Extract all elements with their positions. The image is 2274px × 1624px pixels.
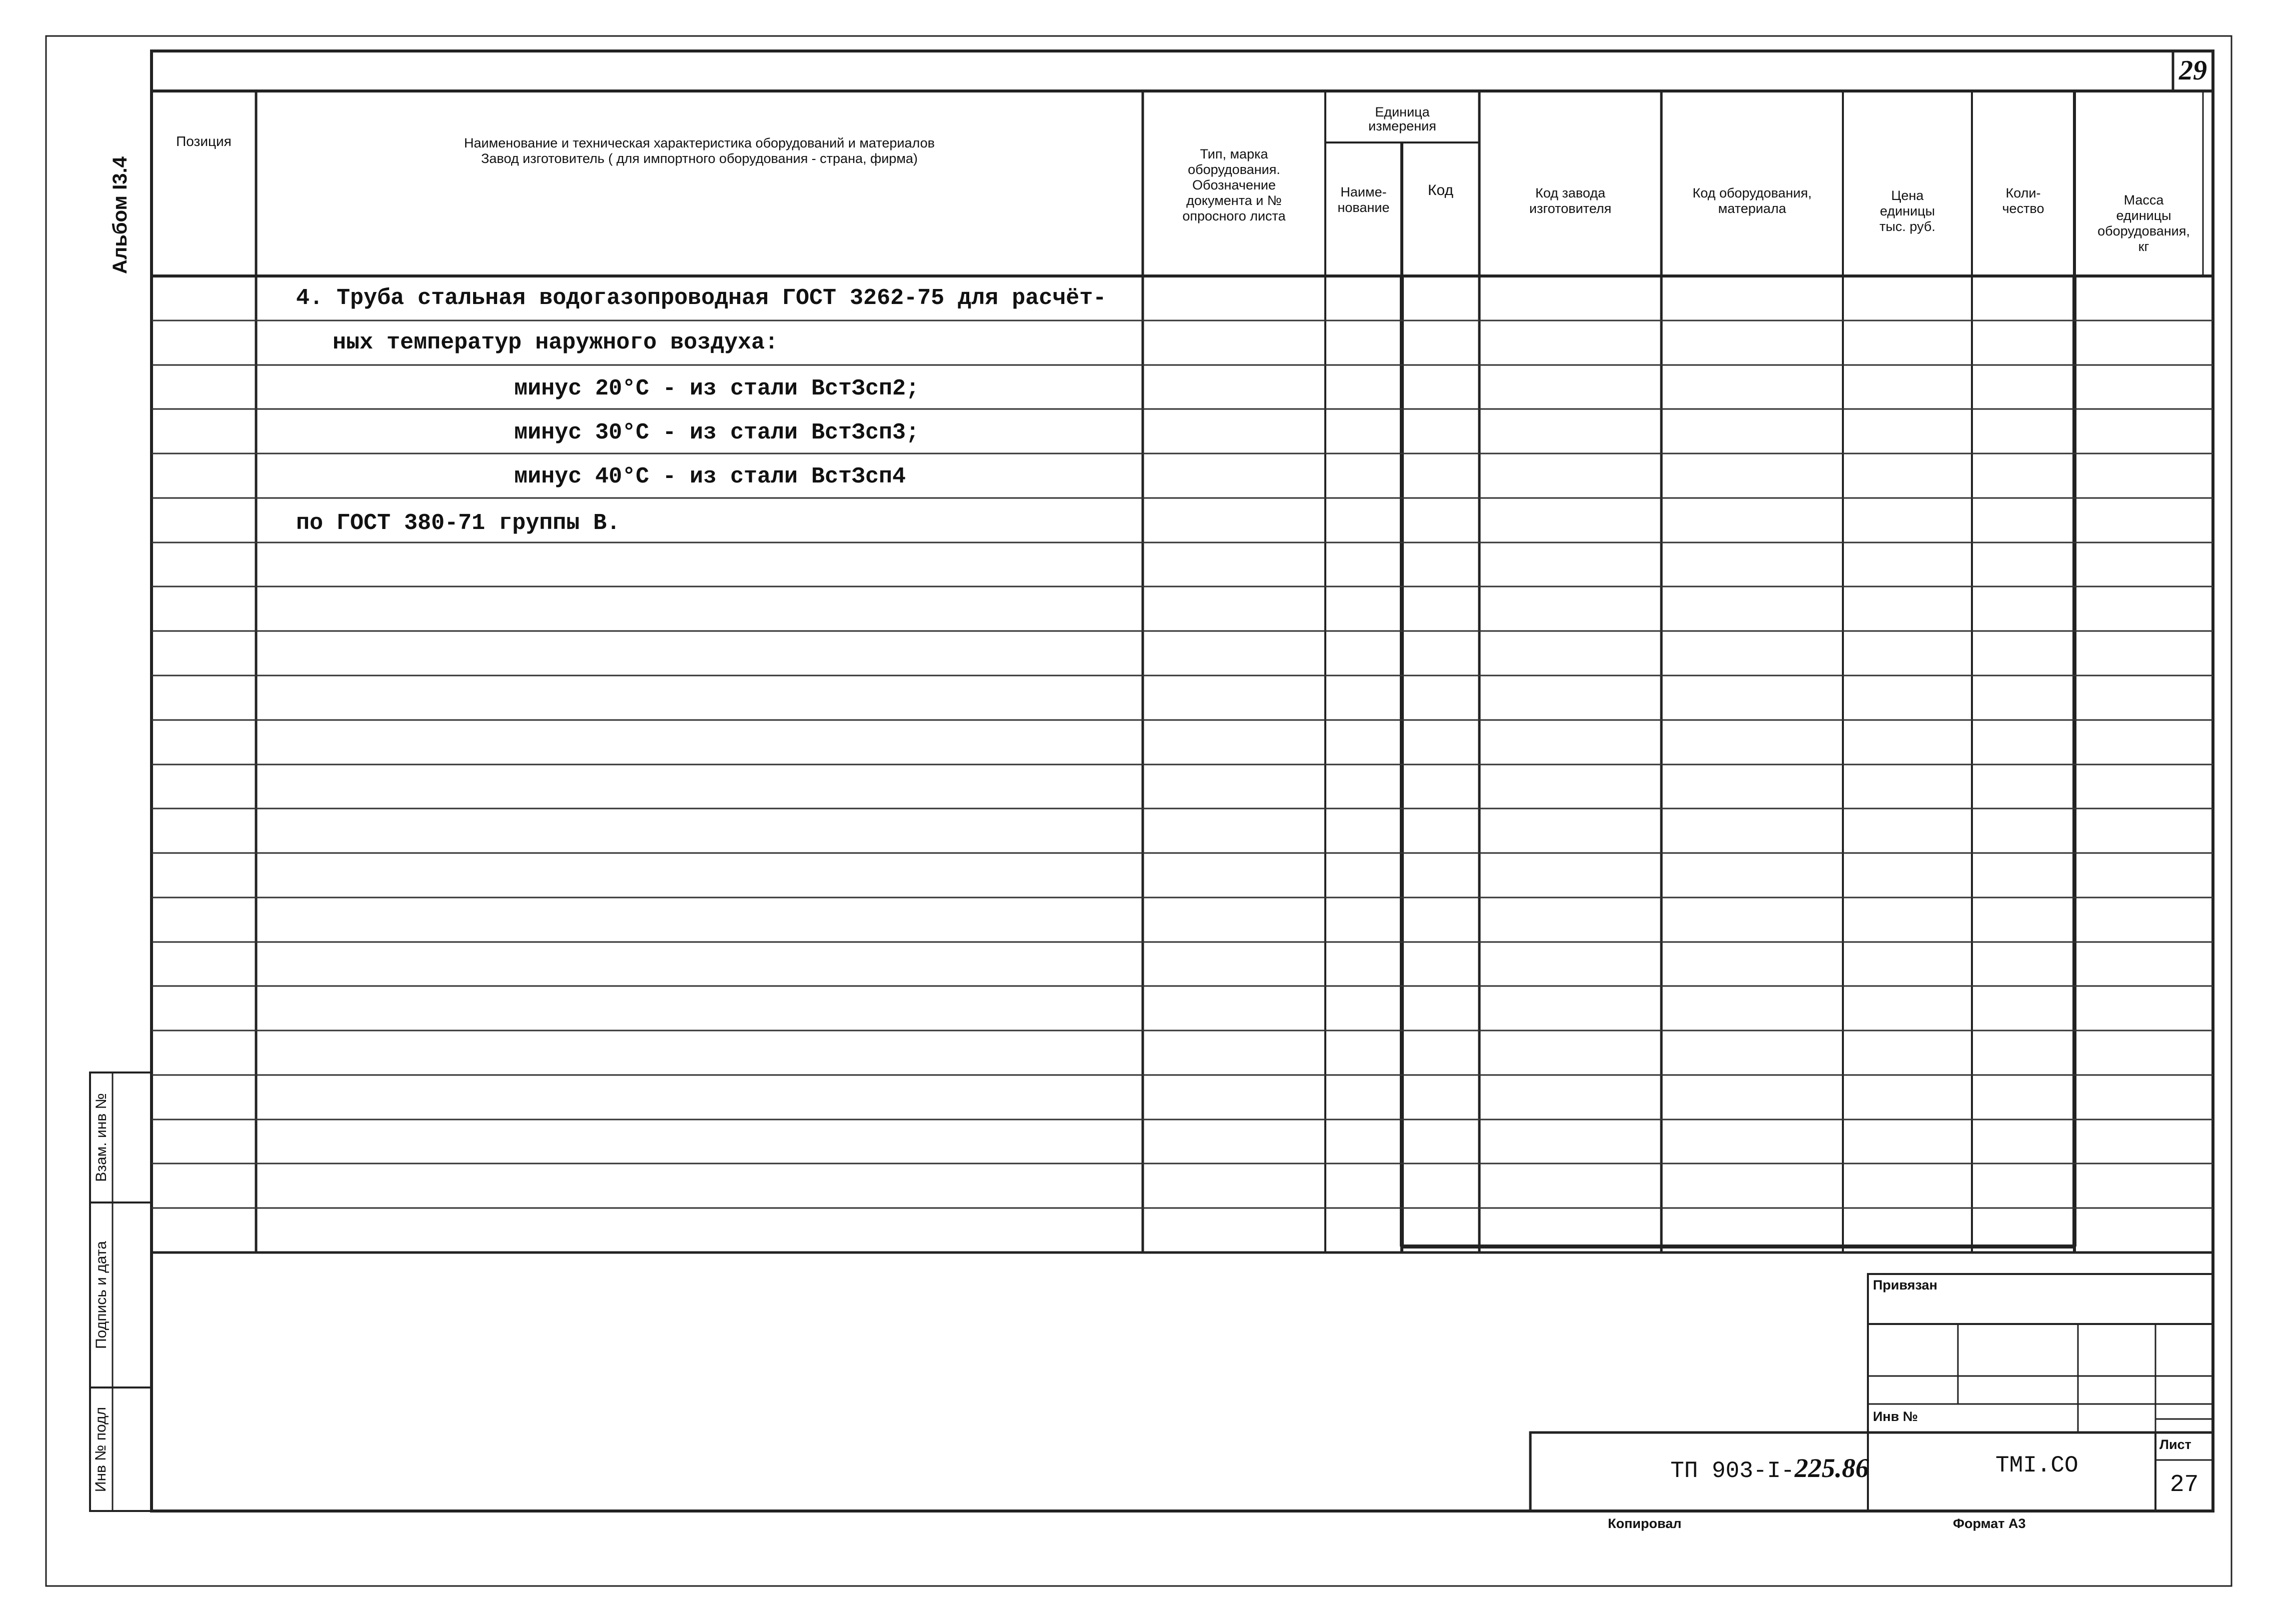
- header-equipment-code: [1661, 91, 1843, 311]
- left-stamp-signature: [90, 1202, 113, 1388]
- title-doc-code: [1670, 1452, 1869, 1484]
- title-mark: ТМI.СО: [1995, 1452, 2078, 1478]
- title-privyazan: Привязан: [1873, 1278, 1937, 1292]
- album-label-area: [95, 125, 145, 305]
- header-unit-group: [1325, 98, 1479, 140]
- table-row-text: минус 40°С - из стали ВстЗсп4: [514, 464, 906, 490]
- footer-kopiroval: Копировал: [1608, 1516, 1682, 1531]
- album-label: Альбом I3.4: [109, 156, 131, 274]
- header-mass-4: кг: [2138, 239, 2149, 254]
- page-number: 29: [2179, 55, 2207, 86]
- header-factory-code: [1479, 91, 1661, 311]
- header-type-mark-3: Обозначение: [1192, 177, 1276, 192]
- left-stamp-inventory: [90, 1388, 113, 1511]
- table-row-text: минус 20°С - из стали ВстЗсп2;: [514, 376, 920, 402]
- title-inv-no: Инв №: [1873, 1409, 1918, 1424]
- header-unit-name-1: Наиме-: [1340, 184, 1387, 200]
- header-equipment-code-1: Код оборудования,: [1692, 186, 1812, 200]
- left-stamp-label-1: Взам. инв №: [93, 1093, 110, 1182]
- header-mass: [2074, 91, 2213, 356]
- title-sheet-label: Лист: [2159, 1437, 2191, 1452]
- header-position: Позиция: [176, 133, 232, 149]
- header-unit-group-1: Единица: [1375, 104, 1430, 120]
- header-type-mark-2: оборудования.: [1188, 162, 1280, 177]
- header-unit-code: Код: [1427, 182, 1453, 198]
- header-name-line2: Завод изготовитель ( для импортного оборудования - страна, фирма): [481, 151, 918, 166]
- header-factory-code-2: изготовителя: [1529, 201, 1612, 216]
- header-type-mark-5: опросного листа: [1182, 208, 1286, 224]
- table-row-text: минус 30°С - из стали ВстЗсп3;: [514, 420, 920, 446]
- header-type-mark-4: документа и №: [1186, 192, 1282, 208]
- header-mass-1: Масса: [2123, 192, 2164, 208]
- header-price-1: Цена: [1891, 188, 1924, 203]
- title-doc-number: 225.86: [1794, 1453, 1869, 1483]
- header-price-2: единицы: [1879, 203, 1935, 218]
- left-stamp-label-2: Подпись и дата: [93, 1241, 110, 1349]
- header-type-mark-1: Тип, марка: [1200, 146, 1268, 162]
- header-name-line1: Наименование и техническая характеристика оборудований и материалов: [464, 136, 935, 150]
- header-equipment-code-2: материала: [1718, 201, 1786, 216]
- header-name: [256, 91, 1143, 211]
- header-unit-group-2: измерения: [1368, 118, 1436, 134]
- footer-format: Формат А3: [1953, 1516, 2026, 1531]
- header-quantity-2: чество: [2002, 201, 2044, 216]
- table-row-text: по ГОСТ 380-71 группы В.: [296, 510, 621, 536]
- table-row-text: 4. Труба стальная водогазопроводная ГОСТ 3262-75 для расчёт-: [296, 286, 1107, 311]
- header-mass-3: оборудования,: [2097, 224, 2190, 238]
- left-stamp-label-3: Инв № подл: [93, 1406, 110, 1492]
- header-factory-code-1: Код завода: [1535, 186, 1606, 200]
- header-mass-2: единицы: [2116, 208, 2171, 223]
- header-quantity-1: Коли-: [2005, 186, 2041, 200]
- table-row-text: ных температур наружного воздуха:: [333, 330, 779, 356]
- title-sheet-number: 27: [2169, 1472, 2199, 1498]
- header-quantity: [1972, 91, 2074, 311]
- header-price-3: тыс. руб.: [1879, 218, 1935, 234]
- header-unit-name: [1325, 150, 1402, 250]
- left-stamp-replaced: [90, 1072, 113, 1202]
- header-price: [1843, 91, 1972, 331]
- header-unit-name-2: нование: [1337, 200, 1390, 215]
- header-type-mark: [1143, 120, 1325, 250]
- title-doc-code-prefix: ТП 903-I-: [1670, 1458, 1795, 1484]
